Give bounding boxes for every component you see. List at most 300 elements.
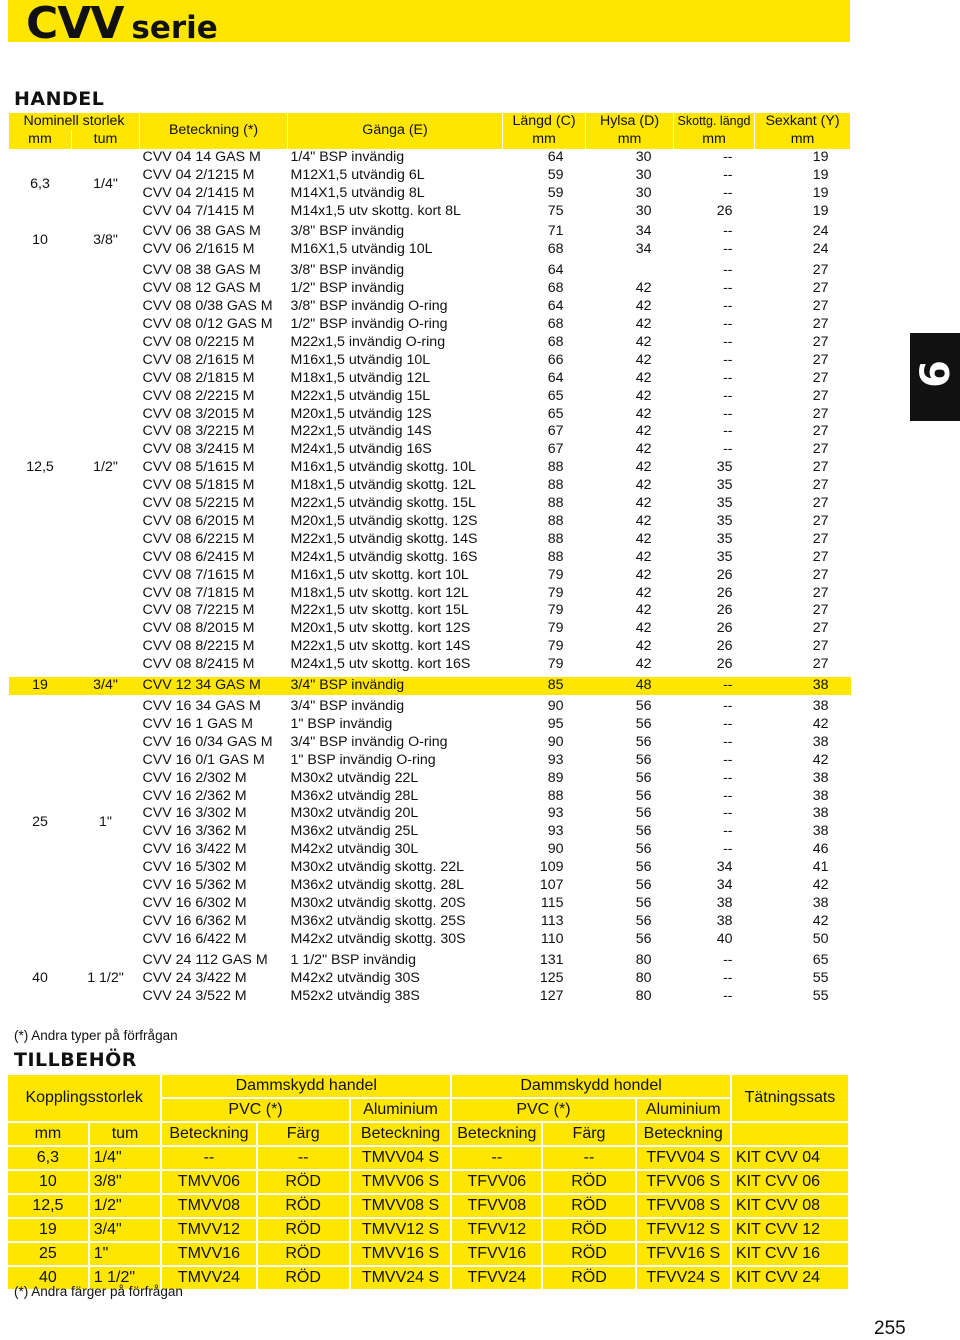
acc-cell-bet-2: TMVV08 S <box>350 1194 452 1218</box>
acc-cell-farg-1: RÖD <box>257 1266 350 1290</box>
cell-hylsa: 42 <box>635 584 652 601</box>
header-unit-hylsa: mm <box>586 131 674 149</box>
cell-sexkant: 38 <box>755 697 851 716</box>
group-mm: 25 <box>9 697 72 951</box>
cell-skottg: 35 <box>716 495 733 512</box>
cell-sexkant: 24 <box>812 241 829 258</box>
header-unit-sexkant: mm <box>755 131 851 149</box>
acc-cell-bet-2: TMVV12 S <box>350 1218 452 1242</box>
table-row <box>9 222 851 241</box>
cell-skottg: -- <box>674 261 755 280</box>
cell-skottg: 26 <box>716 584 733 601</box>
cell-sexkant: 55 <box>812 969 829 986</box>
cell-skottg: 34 <box>716 859 733 876</box>
cell-ganga: M14x1,5 utv skottg. kort 8L <box>290 202 461 219</box>
cell-beteckning: CVV 16 6/302 M <box>142 894 247 911</box>
header-tum: tum <box>72 131 140 149</box>
header-unit-langd: mm <box>503 131 586 149</box>
cell-beteckning: CVV 16 3/422 M <box>142 841 247 858</box>
cell-sexkant: 27 <box>812 405 829 422</box>
cell-langd: 131 <box>503 950 586 969</box>
acc-cell-bet-1: TMVV16 <box>161 1242 256 1266</box>
cell-ganga: 1/2" BSP invändig <box>290 280 405 297</box>
cell-hylsa: 42 <box>635 280 652 297</box>
cell-beteckning: CVV 16 3/302 M <box>142 805 247 822</box>
cell-hylsa: 56 <box>635 877 652 894</box>
acc-cell-bet-1: -- <box>161 1146 256 1170</box>
cell-langd: 67 <box>547 423 564 440</box>
cell-sexkant: 42 <box>812 715 829 732</box>
cell-beteckning: CVV 08 0/38 GAS M <box>142 298 273 315</box>
cell-hylsa: 56 <box>635 894 652 911</box>
cell-langd: 110 <box>540 930 564 947</box>
cell-ganga: 1 1/2" BSP invändig <box>288 950 503 969</box>
acc-cell-farg-1: RÖD <box>257 1170 350 1194</box>
cell-langd: 66 <box>547 351 564 368</box>
acc-cell-bet-1: TMVV08 <box>161 1194 256 1218</box>
acc-cell-farg-2: -- <box>542 1146 635 1170</box>
cell-beteckning: CVV 24 112 GAS M <box>140 950 288 969</box>
cell-skottg: -- <box>723 751 733 768</box>
cell-sexkant: 27 <box>812 477 829 494</box>
cell-langd: 88 <box>547 787 564 804</box>
cell-hylsa: 42 <box>635 298 652 315</box>
acc-cell-mm: 12,5 <box>8 1194 89 1218</box>
cell-skottg: -- <box>723 423 733 440</box>
cell-langd: 79 <box>547 584 564 601</box>
acc-cell-tum: 1" <box>89 1242 162 1266</box>
group-mm: 40 <box>9 950 72 1005</box>
cell-sexkant: 19 <box>812 202 829 219</box>
header-hylsa: Hylsa (D) <box>586 113 674 131</box>
cell-beteckning: CVV 08 3/2415 M <box>142 441 255 458</box>
acc-header-alu-hondel: Aluminium <box>636 1098 731 1122</box>
cell-langd: 125 <box>539 969 564 986</box>
cell-beteckning: CVV 08 3/2215 M <box>142 423 255 440</box>
cell-beteckning: CVV 12 34 GAS M <box>140 676 288 697</box>
cell-sexkant: 27 <box>812 333 829 350</box>
cell-ganga: 1" BSP invändig <box>290 715 393 732</box>
cell-langd: 68 <box>547 241 564 258</box>
cell-skottg: 38 <box>716 894 733 911</box>
acc-cell-mm: 25 <box>8 1242 89 1266</box>
cell-ganga: M52x2 utvändig 38S <box>290 987 420 1004</box>
title-main: CVV <box>26 0 124 49</box>
group-tum: 3/8" <box>72 222 140 261</box>
cell-skottg: 38 <box>716 912 733 929</box>
cell-langd: 93 <box>547 751 564 768</box>
group-mm: 19 <box>9 676 72 697</box>
cell-sexkant: 27 <box>812 548 829 565</box>
cell-sexkant: 27 <box>812 638 829 655</box>
cell-langd: 75 <box>547 202 564 219</box>
cell-sexkant: 27 <box>812 495 829 512</box>
cell-sexkant: 27 <box>812 351 829 368</box>
cell-skottg: -- <box>723 184 733 201</box>
cell-hylsa: 56 <box>635 769 652 786</box>
cell-beteckning: CVV 16 3/362 M <box>142 823 247 840</box>
acc-cell-kit: KIT CVV 12 <box>731 1218 849 1242</box>
cell-beteckning: CVV 08 38 GAS M <box>140 261 288 280</box>
cell-sexkant: 42 <box>812 877 829 894</box>
acc-header-row-1 <box>8 1075 849 1098</box>
cell-beteckning: CVV 06 38 GAS M <box>140 222 288 241</box>
acc-cell-bet-4: TFVV12 S <box>636 1218 731 1242</box>
cell-ganga: M30x2 utvändig skottg. 22L <box>290 859 465 876</box>
cell-hylsa: 42 <box>635 369 652 386</box>
cell-hylsa: 56 <box>635 930 652 947</box>
cell-beteckning: CVV 08 2/1615 M <box>142 351 255 368</box>
cell-beteckning: CVV 08 7/1815 M <box>142 584 255 601</box>
cell-skottg: -- <box>674 222 755 241</box>
acc-cell-farg-2: RÖD <box>542 1194 635 1218</box>
cell-skottg: -- <box>723 769 733 786</box>
cell-hylsa: 48 <box>586 676 674 697</box>
cell-ganga: M36x2 utvändig skottg. 28L <box>290 877 465 894</box>
cell-beteckning: CVV 08 5/1615 M <box>142 459 255 476</box>
cell-beteckning: CVV 08 8/2015 M <box>142 620 255 637</box>
cell-hylsa: 56 <box>635 912 652 929</box>
cell-langd: 115 <box>540 894 564 911</box>
cell-ganga: 3/8" BSP invändig O-ring <box>290 298 448 315</box>
cell-hylsa: 30 <box>635 166 652 183</box>
table-row <box>9 149 851 167</box>
header-ganga: Gänga (E) <box>288 113 503 149</box>
cell-hylsa: 56 <box>635 859 652 876</box>
cell-skottg: 35 <box>716 530 733 547</box>
cell-skottg: -- <box>674 697 755 716</box>
cell-skottg: 35 <box>716 477 733 494</box>
chapter-tab-label: 6 <box>913 360 959 388</box>
acc-cell-bet-4: TFVV06 S <box>636 1170 731 1194</box>
cell-sexkant: 27 <box>812 369 829 386</box>
cell-ganga: 3/4" BSP invändig <box>288 697 503 716</box>
acc-cell-farg-1: RÖD <box>257 1242 350 1266</box>
acc-cell-mm: 40 <box>8 1266 89 1290</box>
note-acc: (*) Andra färger på förfrågan <box>14 1284 183 1299</box>
cell-sexkant: 27 <box>812 602 829 619</box>
acc-header-kopplingsstorlek: Kopplingsstorlek <box>8 1075 161 1122</box>
cell-skottg: -- <box>723 241 733 258</box>
acc-cell-bet-1: TMVV12 <box>161 1218 256 1242</box>
cell-sexkant: 27 <box>812 512 829 529</box>
cell-skottg: -- <box>723 369 733 386</box>
cell-skottg: 26 <box>716 620 733 637</box>
cell-hylsa: 30 <box>635 202 652 219</box>
cell-ganga: M36x2 utvändig skottg. 25S <box>290 912 466 929</box>
cell-hylsa: 56 <box>586 697 674 716</box>
cell-sexkant: 38 <box>812 823 829 840</box>
cell-hylsa: 80 <box>635 969 652 986</box>
cell-sexkant: 24 <box>755 222 851 241</box>
cell-langd: 79 <box>547 656 564 673</box>
cell-beteckning: CVV 08 8/2415 M <box>142 656 255 673</box>
acc-cell-bet-4: TFVV16 S <box>636 1242 731 1266</box>
cell-sexkant: 27 <box>812 298 829 315</box>
cell-ganga: M16x1,5 utvändig 10L <box>290 351 431 368</box>
cell-skottg: 35 <box>716 459 733 476</box>
cell-beteckning: CVV 16 0/34 GAS M <box>142 733 273 750</box>
cell-ganga: 3/4" BSP invändig <box>288 676 503 697</box>
cell-ganga: M16X1,5 utvändig 10L <box>290 241 433 258</box>
cell-skottg: 26 <box>716 656 733 673</box>
cell-langd: 68 <box>547 315 564 332</box>
cell-langd: 89 <box>547 769 564 786</box>
group-tum: 1" <box>72 697 140 951</box>
acc-header-bet-1: Beteckning <box>161 1122 256 1146</box>
cell-hylsa: 42 <box>635 620 652 637</box>
cell-hylsa: 56 <box>635 715 652 732</box>
cell-langd: 68 <box>547 280 564 297</box>
cell-ganga: 1/4" BSP invändig <box>290 148 405 165</box>
cell-langd: 88 <box>547 495 564 512</box>
cell-sexkant: 27 <box>812 584 829 601</box>
cell-langd: 88 <box>547 530 564 547</box>
cell-ganga: M12X1,5 utvändig 6L <box>290 166 425 183</box>
cell-hylsa: 42 <box>635 423 652 440</box>
acc-header-farg-1: Färg <box>257 1122 350 1146</box>
cell-hylsa: 42 <box>635 405 652 422</box>
acc-header-bet-3: Beteckning <box>451 1122 542 1146</box>
acc-cell-kit: KIT CVV 08 <box>731 1194 849 1218</box>
handel-table-body <box>9 149 851 1006</box>
header-langd: Längd (C) <box>503 113 586 131</box>
cell-beteckning: CVV 16 34 GAS M <box>140 697 288 716</box>
cell-skottg: -- <box>723 733 733 750</box>
cell-skottg: 26 <box>716 202 733 219</box>
cell-skottg: -- <box>723 405 733 422</box>
acc-cell-bet-3: TFVV08 <box>451 1194 542 1218</box>
cell-beteckning: CVV 08 5/2215 M <box>142 495 255 512</box>
cell-ganga: M22x1,5 utv skottg. kort 14S <box>290 638 471 655</box>
acc-cell-tum: 1/4" <box>89 1146 162 1170</box>
cell-ganga: M16x1,5 utvändig skottg. 10L <box>290 459 476 476</box>
table-row <box>8 1242 849 1266</box>
cell-beteckning: CVV 04 2/1215 M <box>142 166 255 183</box>
title-sub: serie <box>131 10 218 46</box>
cell-sexkant: 38 <box>755 676 851 697</box>
cell-sexkant: 19 <box>812 148 829 165</box>
table-row <box>8 1194 849 1218</box>
cell-hylsa: 42 <box>635 656 652 673</box>
cell-langd: 90 <box>547 841 564 858</box>
cell-hylsa: 42 <box>635 548 652 565</box>
cell-ganga: M22x1,5 utvändig skottg. 15L <box>290 495 476 512</box>
cell-skottg: 35 <box>716 548 733 565</box>
cell-ganga: M22x1,5 utvändig 14S <box>290 423 432 440</box>
cell-langd: 79 <box>547 638 564 655</box>
cell-ganga: M24x1,5 utvändig skottg. 16S <box>290 548 478 565</box>
acc-cell-farg-2: RÖD <box>542 1218 635 1242</box>
acc-header-mm: mm <box>8 1122 89 1146</box>
cell-skottg: -- <box>723 166 733 183</box>
cell-langd: 71 <box>503 222 586 241</box>
acc-cell-kit: KIT CVV 16 <box>731 1242 849 1266</box>
cell-sexkant: 38 <box>812 769 829 786</box>
cell-hylsa: 30 <box>635 184 652 201</box>
header-sexkant: Sexkant (Y) <box>755 113 851 131</box>
cell-ganga: M30x2 utvändig skottg. 20S <box>290 894 466 911</box>
acc-cell-mm: 6,3 <box>8 1146 89 1170</box>
cell-beteckning: CVV 16 5/362 M <box>142 877 247 894</box>
acc-cell-bet-3: TFVV16 <box>451 1242 542 1266</box>
acc-cell-bet-4: TFVV04 S <box>636 1146 731 1170</box>
cell-sexkant: 27 <box>812 530 829 547</box>
cell-sexkant: 38 <box>812 805 829 822</box>
cell-ganga: 3/4" BSP invändig O-ring <box>290 733 448 750</box>
acc-cell-mm: 10 <box>8 1170 89 1194</box>
acc-header-tum: tum <box>89 1122 162 1146</box>
handel-table <box>8 113 851 1005</box>
acc-header-farg-2: Färg <box>542 1122 635 1146</box>
cell-langd: 88 <box>547 477 564 494</box>
cell-skottg: -- <box>723 787 733 804</box>
cell-ganga: M20x1,5 utvändig skottg. 12S <box>290 512 478 529</box>
cell-hylsa: 42 <box>635 512 652 529</box>
acc-cell-farg-1: -- <box>257 1146 350 1170</box>
cell-sexkant: 27 <box>812 387 829 404</box>
cell-ganga: M36x2 utvändig 28L <box>290 787 419 804</box>
header-nominell: Nominell storlek <box>9 113 140 131</box>
cell-ganga: M42x2 utvändig skottg. 30S <box>290 930 466 947</box>
acc-cell-kit: KIT CVV 24 <box>731 1266 849 1290</box>
cell-beteckning: CVV 08 0/2215 M <box>142 333 255 350</box>
cell-sexkant: 38 <box>812 894 829 911</box>
cell-beteckning: CVV 08 0/12 GAS M <box>142 315 273 332</box>
cell-sexkant: 27 <box>812 315 829 332</box>
header-skottg: Skottg. längd <box>674 113 755 131</box>
cell-skottg: 34 <box>716 877 733 894</box>
cell-sexkant: 27 <box>812 441 829 458</box>
cell-sexkant: 27 <box>812 620 829 637</box>
table-row <box>8 1170 849 1194</box>
acc-header-row-3 <box>8 1122 849 1146</box>
cell-beteckning: CVV 16 0/1 GAS M <box>142 751 265 768</box>
cell-hylsa: 30 <box>635 148 652 165</box>
cell-skottg: -- <box>723 298 733 315</box>
acc-cell-bet-1: TMVV06 <box>161 1170 256 1194</box>
cell-langd: 67 <box>547 441 564 458</box>
cell-langd: 107 <box>539 877 564 894</box>
cell-ganga: M42x2 utvändig 30L <box>290 841 419 858</box>
acc-header-pvc-hondel: PVC (*) <box>451 1098 635 1122</box>
cell-beteckning: CVV 08 6/2015 M <box>142 512 255 529</box>
cell-ganga: M30x2 utvändig 20L <box>290 805 419 822</box>
group-tum: 1 1/2" <box>72 950 140 1005</box>
acc-header-bet-2: Beteckning <box>350 1122 452 1146</box>
cell-ganga: M22x1,5 utvändig 15L <box>290 387 431 404</box>
cell-beteckning: CVV 16 1 GAS M <box>142 715 253 732</box>
header-beteckning: Beteckning (*) <box>140 113 288 149</box>
table-row <box>8 1218 849 1242</box>
cell-langd: 88 <box>547 459 564 476</box>
cell-hylsa: 42 <box>635 530 652 547</box>
cell-hylsa: 56 <box>635 751 652 768</box>
cell-beteckning: CVV 08 7/1615 M <box>142 566 255 583</box>
cell-sexkant: 50 <box>812 930 829 947</box>
cell-hylsa: 42 <box>635 566 652 583</box>
cell-sexkant: 38 <box>812 733 829 750</box>
cell-sexkant: 46 <box>812 841 829 858</box>
cell-skottg: -- <box>723 715 733 732</box>
cell-skottg: -- <box>723 387 733 404</box>
cell-ganga: M22x1,5 utv skottg. kort 15L <box>290 602 469 619</box>
cell-langd: 109 <box>539 859 564 876</box>
cell-beteckning: CVV 04 7/1415 M <box>142 202 255 219</box>
cell-langd: 90 <box>503 697 586 716</box>
note-main: (*) Andra typer på förfrågan <box>14 1028 178 1043</box>
cell-beteckning: CVV 16 2/362 M <box>142 787 247 804</box>
cell-ganga: M20x1,5 utv skottg. kort 12S <box>290 620 471 637</box>
cell-beteckning: CVV 08 7/2215 M <box>142 602 255 619</box>
cell-langd: 65 <box>547 405 564 422</box>
cell-skottg: -- <box>723 441 733 458</box>
cell-sexkant: 27 <box>812 423 829 440</box>
cell-langd: 90 <box>547 733 564 750</box>
acc-cell-farg-1: RÖD <box>257 1194 350 1218</box>
cell-skottg: -- <box>723 333 733 350</box>
cell-beteckning: CVV 16 6/422 M <box>142 930 247 947</box>
cell-skottg: -- <box>723 823 733 840</box>
cell-hylsa: 42 <box>635 495 652 512</box>
cell-ganga: M20x1,5 utvändig 12S <box>290 405 432 422</box>
cell-sexkant: 42 <box>812 912 829 929</box>
cell-skottg: -- <box>723 315 733 332</box>
cell-hylsa: 42 <box>635 602 652 619</box>
acc-header-blank <box>731 1122 849 1146</box>
cell-hylsa: 42 <box>635 441 652 458</box>
cell-sexkant: 27 <box>755 261 851 280</box>
cell-beteckning: CVV 08 2/2215 M <box>142 387 255 404</box>
cell-skottg: -- <box>723 987 733 1004</box>
cell-sexkant: 27 <box>812 656 829 673</box>
cell-langd: 93 <box>547 823 564 840</box>
cell-beteckning: CVV 16 2/302 M <box>142 769 247 786</box>
acc-cell-bet-2: TMVV16 S <box>350 1242 452 1266</box>
acc-cell-bet-3: TFVV24 <box>451 1266 542 1290</box>
cell-sexkant: 55 <box>812 987 829 1004</box>
cell-hylsa: 34 <box>635 241 652 258</box>
cell-ganga: 3/8" BSP invändig <box>288 222 503 241</box>
cell-hylsa: 56 <box>635 733 652 750</box>
cell-ganga: M24x1,5 utvändig 16S <box>290 441 432 458</box>
cell-langd: 64 <box>503 261 586 280</box>
acc-cell-tum: 3/4" <box>89 1218 162 1242</box>
cell-skottg: -- <box>723 805 733 822</box>
cell-beteckning: CVV 08 12 GAS M <box>142 280 261 297</box>
acc-cell-kit: KIT CVV 04 <box>731 1146 849 1170</box>
acc-cell-kit: KIT CVV 06 <box>731 1170 849 1194</box>
group-mm: 6,3 <box>30 175 50 192</box>
cell-ganga: M18x1,5 utv skottg. kort 12L <box>290 584 469 601</box>
cell-ganga: M36x2 utvändig 25L <box>290 823 419 840</box>
cell-hylsa: 56 <box>635 841 652 858</box>
acc-header-pvc-handel: PVC (*) <box>161 1098 349 1122</box>
group-mm: 12,5 <box>9 261 72 676</box>
cell-sexkant: 42 <box>812 751 829 768</box>
cell-hylsa: 56 <box>635 805 652 822</box>
cell-skottg: -- <box>723 280 733 297</box>
cell-ganga: 1/2" BSP invändig O-ring <box>290 315 448 332</box>
cell-skottg: 26 <box>716 638 733 655</box>
acc-header-dammskydd-handel: Dammskydd handel <box>161 1075 451 1098</box>
cell-skottg: -- <box>674 676 755 697</box>
cell-hylsa: 42 <box>635 477 652 494</box>
cell-hylsa <box>586 261 674 280</box>
cell-beteckning: CVV 24 3/422 M <box>142 969 247 986</box>
page-number: 255 <box>874 1318 906 1339</box>
chapter-tab <box>910 333 960 421</box>
